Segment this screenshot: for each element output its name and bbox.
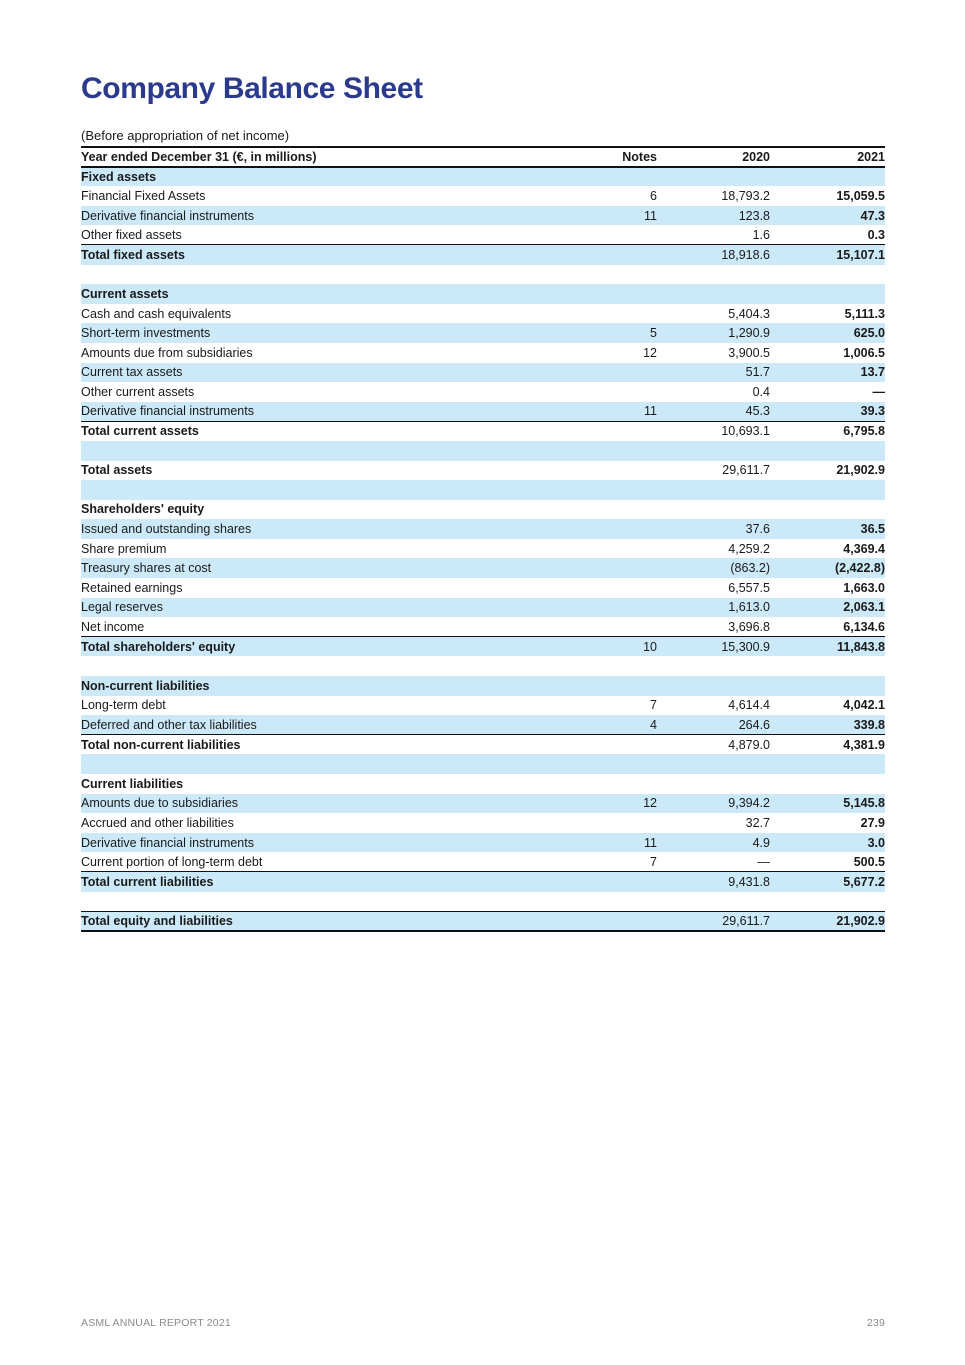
page-footer [81,1317,885,1329]
cell-label: Deferred and other tax liabilities [81,717,257,732]
cell-v2021 [770,265,885,285]
cell-label: Amounts due from subsidiaries [81,345,253,360]
cell-notes: 4 [650,717,657,732]
table-row [81,833,885,853]
cell-notes: 12 [643,796,657,811]
cell-notes [561,774,657,794]
spacer-row [81,441,885,461]
cell-v2020: 37.6 [745,522,770,537]
cell-label: Net income [81,619,145,634]
cell-label: Total fixed assets [81,245,561,265]
page-title: Company Balance Sheet [81,72,423,105]
table-row [81,696,885,716]
cell-v2020 [657,500,770,520]
cell-notes: 10 [561,637,657,657]
cell-notes [561,382,657,402]
cell-label: Issued and outstanding shares [81,522,252,537]
cell-notes [561,892,657,912]
table-row [81,304,885,324]
table-row [81,421,885,441]
table-row [81,500,885,520]
table-row [81,715,885,735]
cell-v2021 [770,774,885,794]
cell-label: Current portion of long-term debt [81,854,263,869]
cell-label [81,441,561,461]
cell-v2020: 4,879.0 [657,735,770,755]
cell-notes [561,813,657,833]
cell-v2021 [770,284,885,304]
cell-label: Retained earnings [81,580,183,595]
cell-v2020 [657,480,770,500]
cell-v2020 [657,774,770,794]
cell-label [81,265,561,285]
cell-v2021: 15,059.5 [836,188,885,203]
cell-notes [561,461,657,481]
cell-v2020: (863.2) [730,561,770,576]
cell-notes [561,500,657,520]
cell-v2020: 0.4 [752,384,770,399]
cell-label: Share premium [81,541,167,556]
cell-v2020: 4,259.2 [728,541,770,556]
cell-v2021: (2,422.8) [834,561,885,576]
cell-v2020: 32.7 [745,815,770,830]
page-subtitle: (Before appropriation of net income) [81,128,290,143]
cell-notes [561,480,657,500]
cell-notes [561,519,657,539]
cell-v2020: 264.6 [738,717,770,732]
spacer-row [81,754,885,774]
cell-notes [561,911,657,931]
cell-v2021: 0.3 [867,227,885,242]
table-row [81,911,885,931]
cell-label: Total current assets [81,421,561,441]
cell-notes: 7 [650,698,657,713]
page-number: 239 [866,1317,885,1329]
table-header-row [81,147,885,167]
cell-v2020: 18,918.6 [657,245,770,265]
cell-v2020 [657,265,770,285]
cell-label: Derivative financial instruments [81,208,254,223]
cell-v2020: 123.8 [738,208,770,223]
cell-v2020: 1,290.9 [728,326,770,341]
cell-label: Cash and cash equivalents [81,306,232,321]
spacer-row [81,265,885,285]
cell-v2021: 15,107.1 [770,245,885,265]
cell-v2020: 5,404.3 [728,306,770,321]
cell-v2021: 4,042.1 [843,698,885,713]
cell-v2021: 339.8 [853,717,885,732]
cell-notes: 6 [650,188,657,203]
cell-v2021: 500.5 [853,854,885,869]
cell-v2021: 27.9 [860,815,885,830]
cell-notes: 5 [650,326,657,341]
cell-v2021: 5,145.8 [843,796,885,811]
cell-notes [561,441,657,461]
cell-label [81,480,561,500]
table-row [81,343,885,363]
cell-v2020: 29,611.7 [657,911,770,931]
cell-v2020: 3,696.8 [728,619,770,634]
cell-v2021 [770,892,885,912]
cell-v2021: 21,902.9 [770,911,885,931]
page-content [81,0,885,932]
cell-v2020: 6,557.5 [728,580,770,595]
cell-notes [561,304,657,324]
cell-notes [561,754,657,774]
cell-label: Total equity and liabilities [81,911,561,931]
cell-notes [561,421,657,441]
balance-table-body [81,167,885,931]
cell-notes [561,656,657,676]
cell-v2020: 29,611.7 [722,463,770,478]
cell-label: Long-term debt [81,698,166,713]
table-row [81,186,885,206]
cell-v2020: 18,793.2 [721,188,770,203]
cell-notes [561,167,657,187]
table-row [81,813,885,833]
spacer-row [81,656,885,676]
table-row [81,323,885,343]
cell-v2021: 1,006.5 [843,345,885,360]
cell-v2020: 4,614.4 [728,698,770,713]
cell-label: Derivative financial instruments [81,835,254,850]
table-row [81,402,885,422]
cell-v2021: 2,063.1 [843,600,885,615]
table-row [81,617,885,637]
table-row [81,794,885,814]
cell-v2021 [770,500,885,520]
cell-notes [561,284,657,304]
cell-notes: 11 [644,835,657,850]
cell-label: Accrued and other liabilities [81,815,234,830]
table-row [81,167,885,187]
table-row [81,598,885,618]
cell-label: Derivative financial instruments [81,404,254,419]
cell-v2020: 15,300.9 [657,637,770,657]
cell-label [81,892,561,912]
cell-label [81,656,561,676]
spacer-row [81,892,885,912]
cell-label: Legal reserves [81,600,163,615]
cell-notes: 11 [644,404,657,419]
cell-v2021 [770,676,885,696]
cell-notes [561,539,657,559]
cell-v2020: 3,900.5 [728,345,770,360]
cell-v2020: 10,693.1 [657,421,770,441]
cell-v2020: 9,431.8 [657,872,770,892]
cell-v2021: 625.0 [853,326,885,341]
column-header-notes: Notes [561,147,657,167]
cell-v2020 [657,656,770,676]
table-row [81,578,885,598]
cell-v2020: 1,613.0 [728,600,770,615]
cell-notes [561,245,657,265]
cell-notes [561,735,657,755]
table-row [81,558,885,578]
cell-v2021 [770,480,885,500]
cell-v2021: 5,111.3 [844,306,885,321]
cell-v2021: 5,677.2 [770,872,885,892]
cell-v2021: 4,369.4 [843,541,885,556]
cell-v2020: — [757,854,770,869]
cell-notes [561,578,657,598]
cell-v2020 [657,754,770,774]
cell-label: Current liabilities [81,776,184,791]
cell-v2021: 39.3 [860,404,885,419]
cell-v2020 [657,441,770,461]
cell-v2021: 21,902.9 [836,463,885,478]
cell-v2020: 51.7 [745,365,770,380]
cell-v2021: 1,663.0 [843,580,885,595]
cell-v2021: 36.5 [860,522,885,537]
cell-notes [561,872,657,892]
cell-notes [561,598,657,618]
table-row [81,676,885,696]
table-row [81,519,885,539]
table-row [81,852,885,872]
cell-v2020: 4.9 [752,835,770,850]
table-row [81,206,885,226]
cell-v2021: 11,843.8 [770,637,885,657]
table-row [81,284,885,304]
cell-v2021 [770,167,885,187]
table-row [81,225,885,245]
cell-label: Other current assets [81,384,195,399]
cell-v2021: 3.0 [867,835,885,850]
cell-v2021: — [872,384,885,399]
table-row [81,461,885,481]
cell-label: Amounts due to subsidiaries [81,796,239,811]
cell-v2020 [657,167,770,187]
cell-v2021 [770,656,885,676]
cell-label: Non-current liabilities [81,678,210,693]
cell-notes: 12 [643,345,657,360]
cell-label: Total assets [81,463,153,478]
cell-notes [561,558,657,578]
cell-v2021: 47.3 [860,208,885,223]
cell-v2021: 6,795.8 [770,421,885,441]
cell-v2020 [657,892,770,912]
cell-notes [561,225,657,245]
cell-notes [561,617,657,637]
column-header-2021: 2021 [770,147,885,167]
cell-notes [561,676,657,696]
table-row [81,872,885,892]
cell-v2020: 45.3 [745,404,770,419]
cell-label: Total shareholders' equity [81,637,561,657]
cell-v2021 [770,441,885,461]
cell-notes [561,265,657,285]
cell-label: Shareholders' equity [81,502,205,517]
column-header-period: Year ended December 31 (€, in millions) [81,147,561,167]
cell-v2020: 9,394.2 [728,796,770,811]
footer-report-name: ASML ANNUAL REPORT 2021 [81,1317,231,1329]
cell-label: Fixed assets [81,169,157,184]
cell-v2020: 1.6 [752,227,770,242]
cell-label: Other fixed assets [81,227,182,242]
cell-label: Short-term investments [81,326,211,341]
spacer-row [81,480,885,500]
balance-sheet-table [81,146,885,932]
table-row [81,363,885,383]
cell-v2021: 6,134.6 [843,619,885,634]
cell-notes: 11 [644,208,657,223]
cell-label: Current tax assets [81,365,183,380]
cell-notes [561,363,657,383]
table-row [81,637,885,657]
table-row [81,774,885,794]
cell-v2021: 4,381.9 [770,735,885,755]
cell-v2021 [770,754,885,774]
cell-label [81,754,561,774]
cell-label: Current assets [81,286,169,301]
column-header-2020: 2020 [657,147,770,167]
table-row [81,539,885,559]
table-row [81,245,885,265]
cell-v2020 [657,676,770,696]
table-row [81,735,885,755]
cell-v2020 [657,284,770,304]
cell-label: Total current liabilities [81,872,561,892]
table-row [81,382,885,402]
cell-label: Financial Fixed Assets [81,188,206,203]
cell-label: Treasury shares at cost [81,561,212,576]
cell-v2021: 13.7 [860,365,885,380]
cell-notes: 7 [650,854,657,869]
cell-label: Total non-current liabilities [81,735,561,755]
